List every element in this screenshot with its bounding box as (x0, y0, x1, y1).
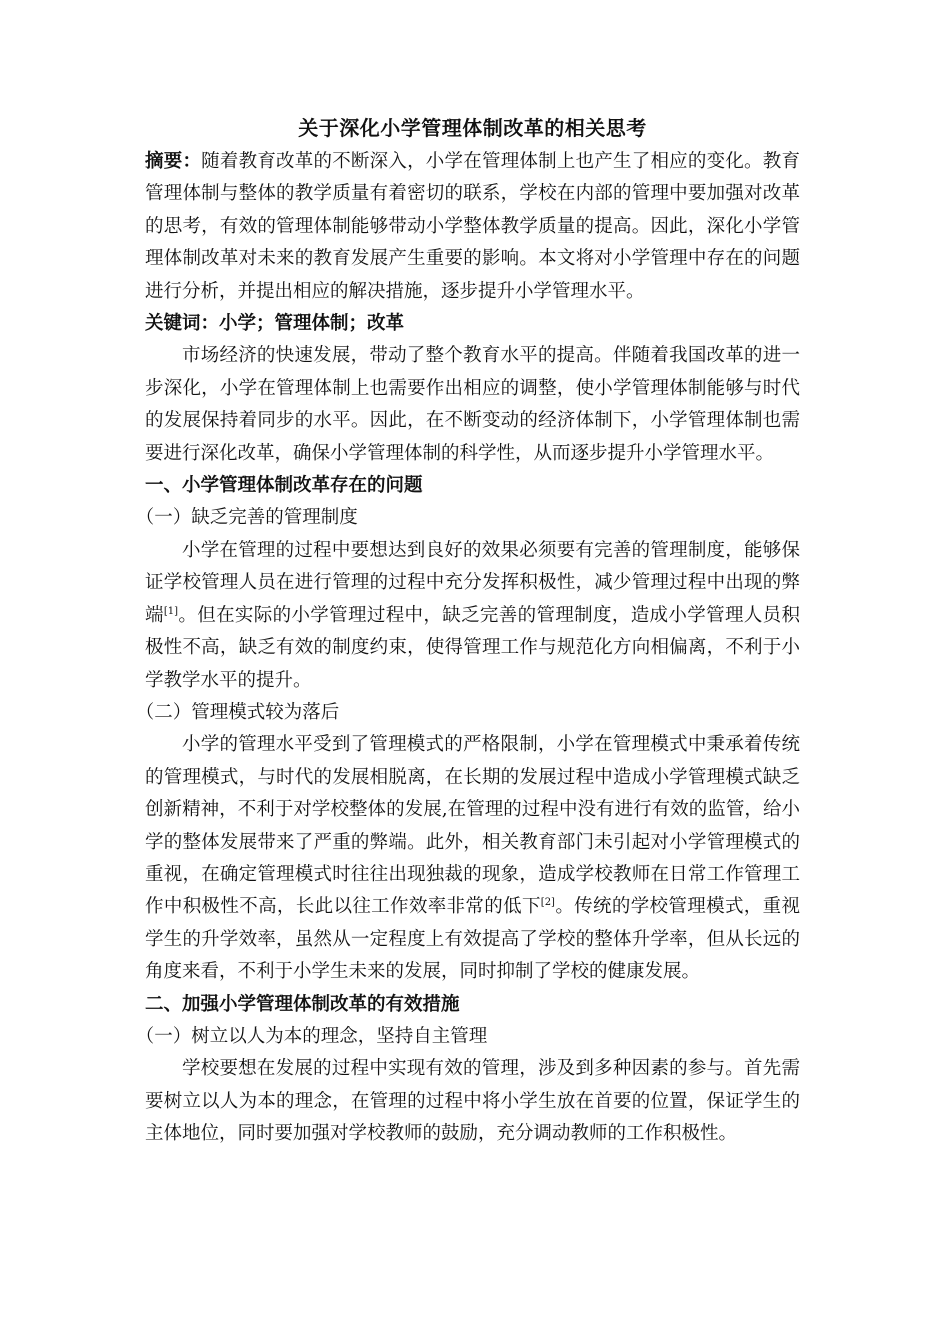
section1-heading: 一、小学管理体制改革存在的问题 (145, 475, 423, 497)
abstract-label: 摘要： (145, 151, 202, 172)
section1-sub1-paragraph (145, 535, 800, 697)
citation-ref-2: [2] (540, 897, 555, 909)
keywords-line: 关键词：小学；管理体制；改革 (145, 313, 405, 335)
section2-sub1-paragraph: 学校要想在发展的过程中实现有效的管理，涉及到多种因素的参与。首先需要树立以人为本的理念，在管理的过程中将小学生放在首要的位置，保证学生的主体地位，同时要加强对学校教师的鼓励，充分调动教师的工作积极性。 (145, 1058, 800, 1145)
section1-sub1-text-b: 。但在实际的小学管理过程中，缺乏完善的管理制度，造成小学管理人员积极性不高，缺乏有效的制度约束，使得管理工作与规范化方向相偏离，不利于小学教学水平的提升。 (145, 604, 800, 691)
intro-paragraph: 市场经济的快速发展，带动了整个教育水平的提高。伴随着我国改革的进一步深化，小学在管理体制上也需要作出相应的调整，使小学管理体制能够与时代的发展保持着同步的水平。因此，在不断变动的经济体制下，小学管理体制也需要进行深化改革，确保小学管理体制的科学性，从而逐步提升小学管理水平。 (145, 345, 800, 464)
section1-sub1-text-a: 小学在管理的过程中要想达到良好的效果必须要有完善的管理制度，能够保证学校管理人员在进行管理的过程中充分发挥积极性，减少管理过程中出现的弊端 (145, 539, 800, 626)
section1-sub2-text-b: 。传统的学校管理模式，重视学生的升学效率，虽然从一定程度上有效提高了学校的整体升学率，但从长远的角度来看，不利于小学生未来的发展，同时抑制了学校的健康发展。 (145, 896, 800, 983)
section1-sub2-paragraph (145, 729, 800, 988)
section2-sub1-heading: （一）树立以人为本的理念，坚持自主管理 (135, 1025, 488, 1047)
page-title: 关于深化小学管理体制改革的相关思考 (298, 116, 647, 140)
section2-heading: 二、加强小学管理体制改革的有效措施 (145, 993, 460, 1015)
document-page (135, 110, 800, 1151)
section1-sub2-text-a: 小学的管理水平受到了管理模式的严格限制，小学在管理模式中秉承着传统的管理模式，与时代的发展相脱离，在长期的发展过程中造成小学管理模式缺乏创新精神，不利于对学校整体的发展,在管理的过程中没有进行有效的监管，给小学的整体发展带来了严重的弊端。此外，相关教育部门未引起对小学管理模式的重视，在确定管理模式时往往出现独裁的现象，造成学校教师在日常工作管理工作中积极性不高，长此以往工作效率非常的低下 (145, 734, 800, 918)
section1-sub2-heading: （二）管理模式较为落后 (135, 701, 340, 723)
citation-ref-1: [1] (163, 605, 179, 617)
abstract-paragraph (145, 146, 800, 308)
section1-sub1-heading: （一）缺乏完善的管理制度 (135, 507, 358, 529)
abstract-text: 随着教育改革的不断深入，小学在管理体制上也产生了相应的变化。教育管理体制与整体的教学质量有着密切的联系，学校在内部的管理中要加强对改革的思考，有效的管理体制能够带动小学整体教学质量的提高。因此，深化小学管理体制改革对未来的教育发展产生重要的影响。本文将对小学管理中存在的问题进行分析，并提出相应的解决措施，逐步提升小学管理水平。 (145, 151, 800, 302)
